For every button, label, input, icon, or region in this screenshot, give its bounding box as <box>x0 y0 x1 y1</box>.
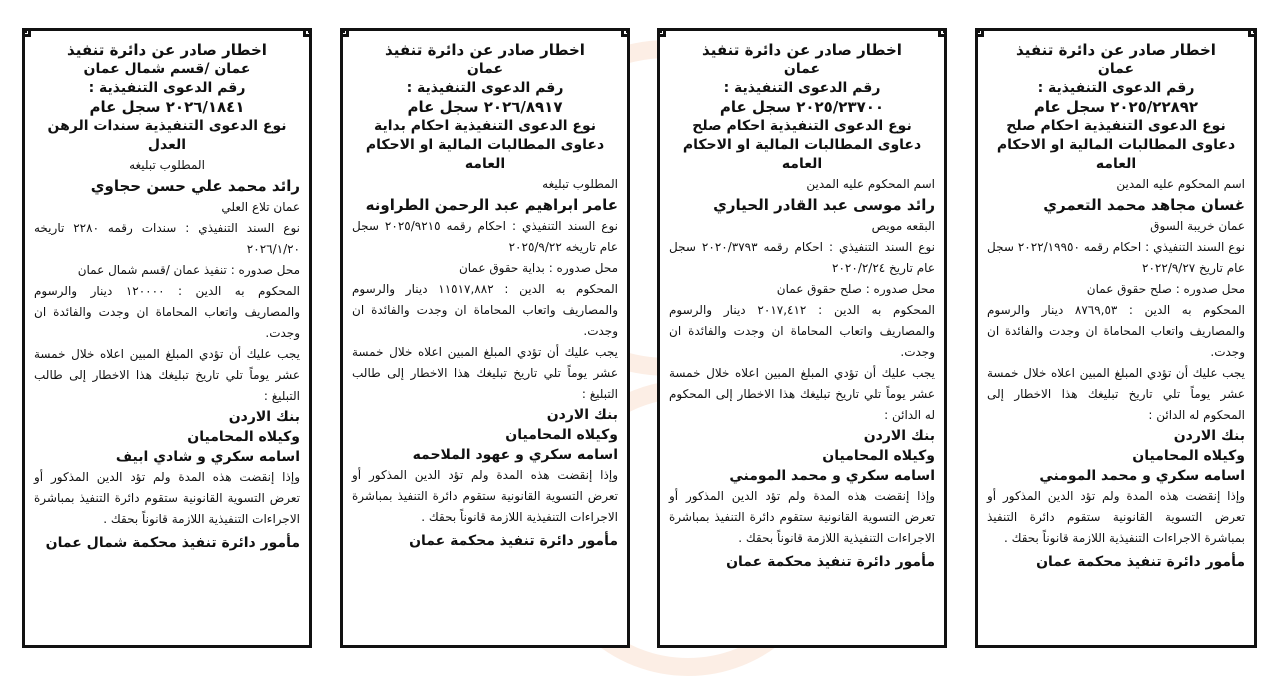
corner-ornament <box>22 28 31 37</box>
party-name: عامر ابراهيم عبد الرحمن الطراونه <box>365 196 618 214</box>
corner-ornament <box>340 28 349 37</box>
lawyers-names: اسامه سكري و محمد المومني <box>1039 468 1245 484</box>
issued-at: محل صدوره : بداية حقوق عمان <box>458 261 618 275</box>
notice-footer: مأمور دائرة تنفيذ محكمة عمان <box>726 554 935 570</box>
party-address: عمان خريبة السوق <box>1150 219 1245 233</box>
corner-ornament <box>621 28 630 37</box>
corner-ornament <box>1248 28 1257 37</box>
lawyers-label: وكيلاه المحاميان <box>1132 448 1245 464</box>
notice-header-sub: عمان <box>1097 61 1135 77</box>
case-number: ٢٠٢٥/٢٢٨٩٢ سجل عام <box>1033 98 1199 116</box>
party-name: رائد موسى عبد القادر الحياري <box>713 196 935 214</box>
case-label: رقم الدعوى التنفيذية : <box>406 80 564 96</box>
case-type: نوع الدعوى التنفيذية احكام بداية دعاوى المطالبات المالية او الاحكام العامه <box>365 118 605 172</box>
demand-text: يجب عليك أن تؤدي المبلغ المبين اعلاه خلال خمسة عشر يوماً تلي تاريخ تبليغك هذا الاخطار إلى طالب التبليغ : <box>352 345 618 401</box>
lawyers-label: وكيلاه المحاميان <box>822 448 935 464</box>
lawyers-names: اسامه سكري و عهود الملاحمه <box>412 447 618 463</box>
case-label: رقم الدعوى التنفيذية : <box>88 80 246 96</box>
party-label: المطلوب تبليغه <box>542 177 618 191</box>
lawyers-names: اسامه سكري و محمد المومني <box>729 468 935 484</box>
instrument-info: نوع السند التنفيذي : احكام رقمه ٢٠٢٥/٩٢١٥ سجل عام تاريخه ٢٠٢٥/٩/٢٢ <box>352 219 619 254</box>
amount-text: المحكوم به الدين : ٨٧٦٩,٥٣ دينار والرسوم والمصاريف واتعاب المحاماة ان وجدت والفائدة ان وجدت. <box>987 303 1245 359</box>
corner-ornament <box>938 28 947 37</box>
case-number: ٢٠٢٦/١٨٤١ سجل عام <box>89 98 245 116</box>
notice-footer: مأمور دائرة تنفيذ محكمة عمان <box>1036 554 1245 570</box>
lawyers-label: وكيلاه المحاميان <box>505 427 618 443</box>
notice-header-sub: عمان <box>783 61 821 77</box>
creditor-name: بنك الاردن <box>863 428 935 444</box>
case-label: رقم الدعوى التنفيذية : <box>723 80 881 96</box>
case-type: نوع الدعوى التنفيذية احكام صلح دعاوى المطالبات المالية او الاحكام العامه <box>682 118 922 172</box>
lawyers-label: وكيلاه المحاميان <box>187 429 300 445</box>
notice-header: اخطار صادر عن دائرة تنفيذ <box>1016 41 1216 59</box>
warning-text: وإذا إنقضت هذه المدة ولم تؤد الدين المذكور أو تعرض التسوية القانونية ستقوم دائرة التنفيذ بمباشرة الاجراءات التنفيذية اللازمة قانوناً بحقك . <box>352 468 618 524</box>
party-label: المطلوب تبليغه <box>129 158 205 172</box>
case-type: نوع الدعوى التنفيذية احكام صلح دعاوى المطالبات المالية او الاحكام العامه <box>996 118 1236 172</box>
party-label: اسم المحكوم عليه المدين <box>1116 177 1245 191</box>
amount-text: المحكوم به الدين : ٢٠١٧,٤١٢ دينار والرسوم والمصاريف واتعاب المحاماة ان وجدت والفائدة ان وجدت. <box>669 303 935 359</box>
demand-text: يجب عليك أن تؤدي المبلغ المبين اعلاه خلال خمسة عشر يوماً تلي تاريخ تبليغك هذا الاخطار إلى المحكوم له الدائن : <box>669 366 935 422</box>
amount-text: المحكوم به الدين : ١١٥١٧,٨٨٢ دينار والرسوم والمصاريف واتعاب المحاماة ان وجدت والفائدة ان وجدت. <box>352 282 618 338</box>
issued-at: محل صدوره : صلح حقوق عمان <box>776 282 935 296</box>
demand-text: يجب عليك أن تؤدي المبلغ المبين اعلاه خلال خمسة عشر يوماً تلي تاريخ تبليغك هذا الاخطار إلى طالب التبليغ : <box>34 347 300 403</box>
creditor-name: بنك الاردن <box>1173 428 1245 444</box>
demand-text: يجب عليك أن تؤدي المبلغ المبين اعلاه خلال خمسة عشر يوماً تلي تاريخ تبليغك هذا الاخطار إلى المحكوم له الدائن : <box>987 366 1245 422</box>
warning-text: وإذا إنقضت هذه المدة ولم تؤد الدين المذكور أو تعرض التسوية القانونية ستقوم دائرة التنفيذ بمباشرة الاجراءات التنفيذية اللازمة قانوناً بحقك . <box>669 489 935 545</box>
notice-footer: مأمور دائرة تنفيذ محكمة شمال عمان <box>45 535 300 551</box>
notice-card <box>975 28 1257 648</box>
party-address: البقعه مويص <box>871 219 935 233</box>
party-label: اسم المحكوم عليه المدين <box>806 177 935 191</box>
corner-ornament <box>657 28 666 37</box>
case-number: ٢٠٢٦/٨٩١٧ سجل عام <box>407 98 563 116</box>
instrument-info: نوع السند التنفيذي : احكام رقمه ٢٠٢٢/١٩٩٥٠ سجل عام تاريخ ٢٠٢٢/٩/٢٧ <box>987 240 1246 275</box>
notice-card <box>340 28 630 648</box>
notice-header: اخطار صادر عن دائرة تنفيذ <box>702 41 902 59</box>
party-address: عمان تلاع العلي <box>221 200 300 214</box>
notice-header: اخطار صادر عن دائرة تنفيذ <box>67 41 267 59</box>
instrument-info: نوع السند التنفيذي : سندات رقمه ٢٢٨٠ تاريخه ٢٠٢٦/١/٢٠ <box>34 221 300 256</box>
amount-text: المحكوم به الدين : ١٢٠٠٠٠ دينار والرسوم والمصاريف واتعاب المحاماة ان وجدت والفائدة ان وجدت. <box>34 284 300 340</box>
notice-header-sub: عمان /قسم شمال عمان <box>83 61 251 77</box>
party-name: رائد محمد علي حسن حجاوي <box>90 177 300 195</box>
case-label: رقم الدعوى التنفيذية : <box>1037 80 1195 96</box>
notice-header: اخطار صادر عن دائرة تنفيذ <box>385 41 585 59</box>
notice-header-sub: عمان <box>466 61 504 77</box>
corner-ornament <box>303 28 312 37</box>
creditor-name: بنك الاردن <box>228 409 300 425</box>
corner-ornament <box>975 28 984 37</box>
notice-card <box>22 28 312 648</box>
creditor-name: بنك الاردن <box>546 407 618 423</box>
warning-text: وإذا إنقضت هذه المدة ولم تؤد الدين المذكور أو تعرض التسوية القانونية ستقوم دائرة التنفيذ بمباشرة الاجراءات التنفيذية اللازمة قانوناً بحقك . <box>34 470 300 526</box>
lawyers-names: اسامه سكري و شادي ابيف <box>115 449 300 465</box>
case-number: ٢٠٢٥/٢٣٧٠٠ سجل عام <box>719 98 885 116</box>
party-name: غسان مجاهد محمد التعمري <box>1043 196 1245 214</box>
issued-at: محل صدوره : تنفيذ عمان /قسم شمال عمان <box>77 263 300 277</box>
notice-card <box>657 28 947 648</box>
instrument-info: نوع السند التنفيذي : احكام رقمه ٢٠٢٠/٣٧٩٣ سجل عام تاريخ ٢٠٢٠/٢/٢٤ <box>669 240 936 275</box>
case-type: نوع الدعوى التنفيذية سندات الرهن العدل <box>47 118 287 153</box>
notice-footer: مأمور دائرة تنفيذ محكمة عمان <box>409 533 618 549</box>
warning-text: وإذا إنقضت هذه المدة ولم تؤد الدين المذكور أو تعرض التسوية القانونية ستقوم دائرة التنفيذ بمباشرة الاجراءات التنفيذية اللازمة قانوناً بحقك . <box>987 489 1245 545</box>
issued-at: محل صدوره : صلح حقوق عمان <box>1086 282 1245 296</box>
